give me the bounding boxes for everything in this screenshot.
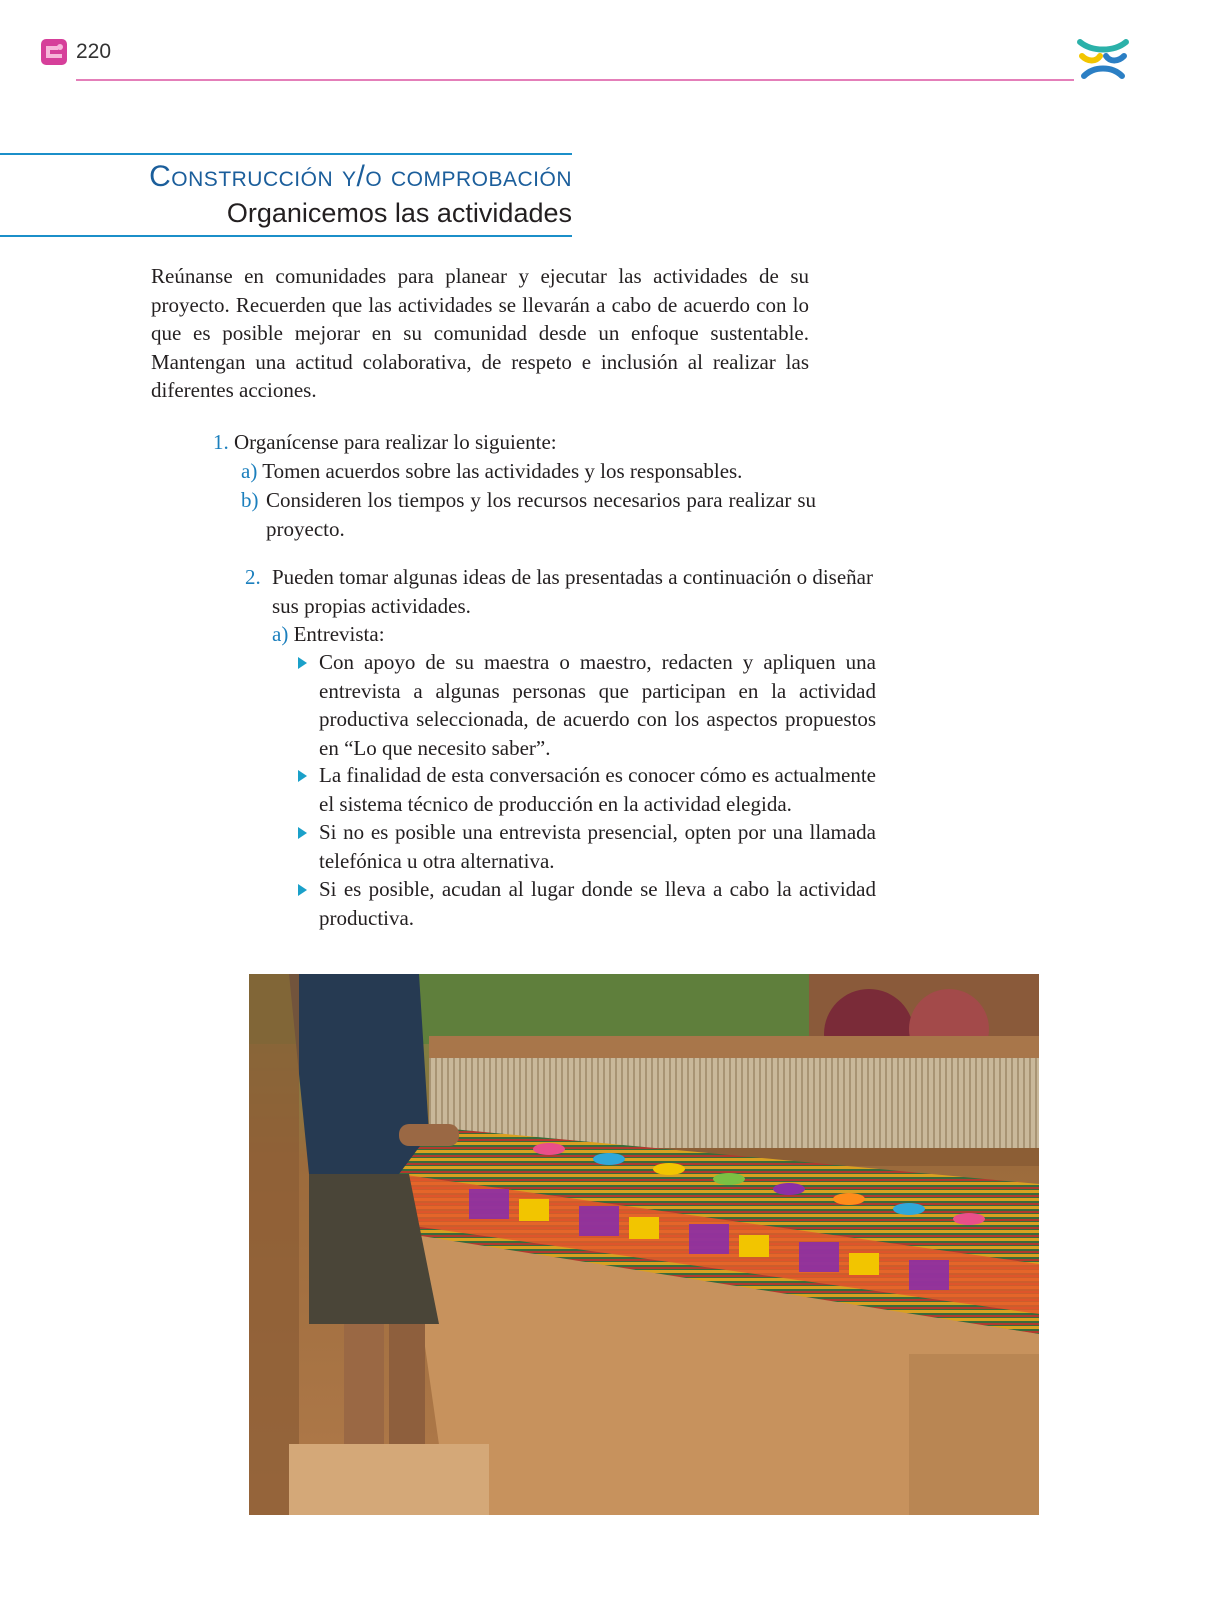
bullet-text: La finalidad de esta conversación es conocer cómo es actualmente el sistema técnico de producción en la actividad elegida.: [319, 763, 876, 816]
list-item-1a-letter: a): [241, 459, 258, 483]
list-item-1b-letter: b): [241, 488, 259, 512]
section-glyph-icon: [40, 38, 68, 66]
list-item-1-number: 1.: [213, 430, 229, 454]
list-item-2a: [272, 620, 385, 649]
list-item-1: [213, 428, 557, 457]
list-item-1b: [241, 486, 816, 543]
list-item-2-text: Pueden tomar algunas ideas de las presentadas a continuación o diseñar sus propias actividades.: [272, 565, 873, 618]
list-item-2a-letter: a): [272, 622, 289, 646]
list-item-1a: [241, 457, 742, 486]
list-item-1a-text: Tomen acuerdos sobre las actividades y los responsables.: [262, 459, 743, 483]
bullet-triangle-icon: [298, 657, 307, 669]
intro-paragraph: Reúnanse en comunidades para planear y ejecutar las actividades de su proyecto. Recuerden que las actividades se llevarán a cabo de acuerdo con lo que es posible mejorar en su comunidad desde un enfoque sustentable. Mantengan una actitud colaborativa, de respeto e inclusión al realizar las diferentes acciones.: [151, 264, 809, 402]
section-title: Construcción y/o comprobación: [149, 160, 572, 193]
bullet-text: Con apoyo de su maestra o maestro, redacten y apliquen una entrevista a algunas personas que participan en la actividad productiva seleccionada, de acuerdo con los aspectos propuestos en “Lo que necesito saber”.: [319, 650, 876, 760]
list-item-1b-text: Consideren los tiempos y los recursos necesarios para realizar su proyecto.: [266, 488, 816, 541]
bullet-text: Si es posible, acudan al lugar donde se lleva a cabo la actividad productiva.: [319, 877, 876, 930]
bullet-triangle-icon: [298, 770, 307, 782]
section-subtitle: Organicemos las actividades: [226, 198, 572, 228]
bullet-triangle-icon: [298, 827, 307, 839]
bullet-text: Si no es posible una entrevista presencial, opten por una llamada telefónica u otra alternativa.: [319, 820, 876, 873]
section-bottom-rule: [0, 235, 572, 237]
list-item-2a-text: Entrevista:: [293, 622, 385, 646]
bullet-item: [298, 818, 876, 875]
bullet-triangle-icon: [298, 884, 307, 896]
page-number: 220: [76, 40, 112, 63]
book-logo-icon: [1074, 32, 1132, 84]
list-item-2: [245, 563, 873, 620]
section-top-rule: [0, 153, 572, 155]
weaving-loom-photo: [249, 974, 1039, 1515]
list-item-2-number: 2.: [245, 565, 261, 589]
header-divider: [76, 79, 1074, 81]
bullet-item: [298, 875, 876, 932]
bullet-item: [298, 761, 876, 818]
bullet-item: [298, 648, 876, 762]
list-item-1-text: Organícense para realizar lo siguiente:: [234, 430, 557, 454]
